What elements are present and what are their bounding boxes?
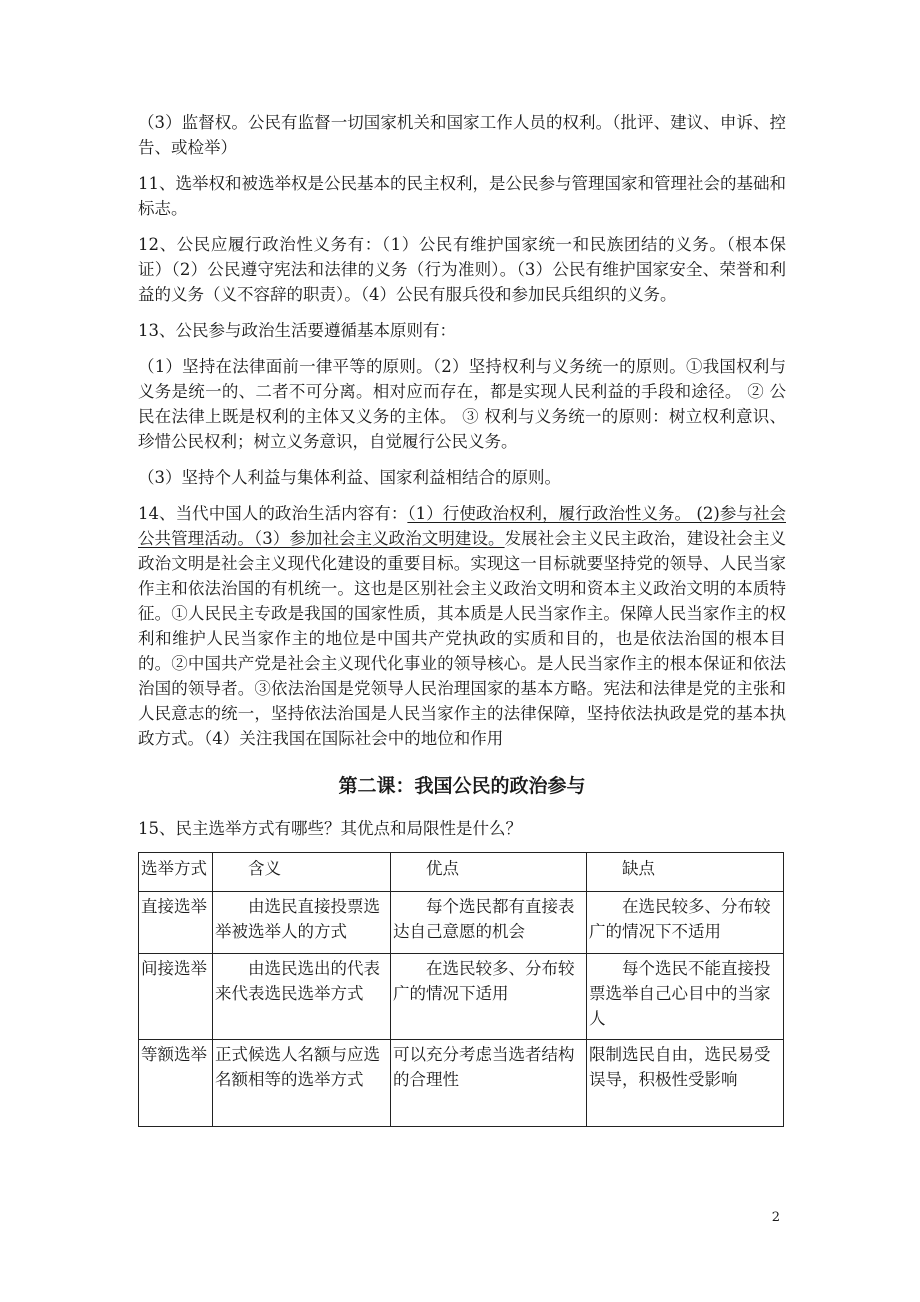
paragraph-13: 13、公民参与政治生活要遵循基本原则有： [138,321,456,340]
table-header-row [139,853,784,892]
paragraph-principles: （1）坚持在法律面前一律平等的原则。（2）坚持权利与义务统一的原则。①我国权利与义务是统一的、二者不可分离。相对应而存在，都是实现人民利益的手段和途径。 ② 公民在法律上既是权利的主体又义务的主体。 ③ 权利与义务统一的原则：树立权利意识、珍惜公民权利；树立义务意识，自觉履行公民义务。 [138,357,786,451]
table-cell: 在选民较多、分布较广的情况下不适用 [587,892,784,954]
table-row [139,1040,784,1127]
header-cell: 优点 [391,853,587,892]
page-number: 2 [771,1210,780,1225]
table-cell: 由选民直接投票选举被选举人的方式 [213,892,391,954]
table-cell: 在选民较多、分布较广的情况下适用 [391,954,587,1040]
paragraph-12: 12、公民应履行政治性义务有：（1）公民有维护国家统一和民族团结的义务。（根本保证）（2）公民遵守宪法和法律的义务（行为准则）。（3）公民有维护国家安全、荣誉和利益的义务（义不容辞的职责）。（4）公民有服兵役和参加民兵组织的义务。 [138,235,786,304]
paragraph-14 [138,501,786,751]
table-cell: 每个选民都有直接表达自己意愿的机会 [391,892,587,954]
table-cell: 可以充分考虑当选者结构的合理性 [391,1040,587,1127]
table-cell: 正式候选人名额与应选名额相等的选举方式 [213,1040,391,1127]
table-cell: 由选民选出的代表来代表选民选举方式 [213,954,391,1040]
paragraph-14-lead: 14、当代中国人的政治生活内容有： [138,504,408,523]
paragraph-14-underlined: （1）行使政治权利，履行政治性义务。 (2)参与社会公共管理活动。（3）参加社会主义政治文明建设。 [138,504,786,548]
header-cell: 缺点 [587,853,784,892]
table-cell: 限制选民自由，选民易受误导，积极性受影响 [587,1040,784,1127]
table-row [139,954,784,1040]
table-cell: 等额选举 [139,1040,213,1127]
table-cell: 间接选举 [139,954,213,1040]
paragraph-principle-3: （3）坚持个人利益与集体利益、国家利益相结合的原则。 [138,468,561,487]
header-cell: 含义 [213,853,391,892]
section-title: 第二课：我国公民的政治参与 [338,775,586,797]
paragraph-11: 11、选举权和被选举权是公民基本的民主权利，是公民参与管理国家和管理社会的基础和标志。 [138,174,786,218]
election-methods-table [138,852,784,1127]
document-page [138,110,786,1127]
header-cell: 选举方式 [139,853,213,892]
table-row [139,892,784,954]
paragraph-supervision-right: （3）监督权。公民有监督一切国家机关和国家工作人员的权利。（批评、建议、申诉、控告、或检举） [138,113,786,157]
question-15: 15、民主选举方式有哪些？其优点和局限性是什么？ [138,819,522,838]
table-cell: 直接选举 [139,892,213,954]
paragraph-14-rest: 发展社会主义民主政治，建设社会主义政治文明是社会主义现代化建设的重要目标。实现这一目标就要坚持党的领导、人民当家作主和依法治国的有机统一。这也是区别社会主义政治文明和资本主义政治文明的本质特征。①人民民主专政是我国的国家性质，其本质是人民当家作主。保障人民当家作主的权利和维护人民当家作主的地位是中国共产党执政的实质和目的，也是依法治国的根本目的。②中国共产党是社会主义现代化事业的领导核心。是人民当家作主的根本保证和依法治国的领导者。③依法治国是党领导人民治理国家的基本方略。宪法和法律是党的主张和人民意志的统一，坚持依法治国是人民当家作主的法律保障，坚持依法执政是党的基本执政方式。（4）关注我国在国际社会中的地位和作用 [138,529,787,748]
table-cell: 每个选民不能直接投票选举自己心目中的当家人 [587,954,784,1040]
